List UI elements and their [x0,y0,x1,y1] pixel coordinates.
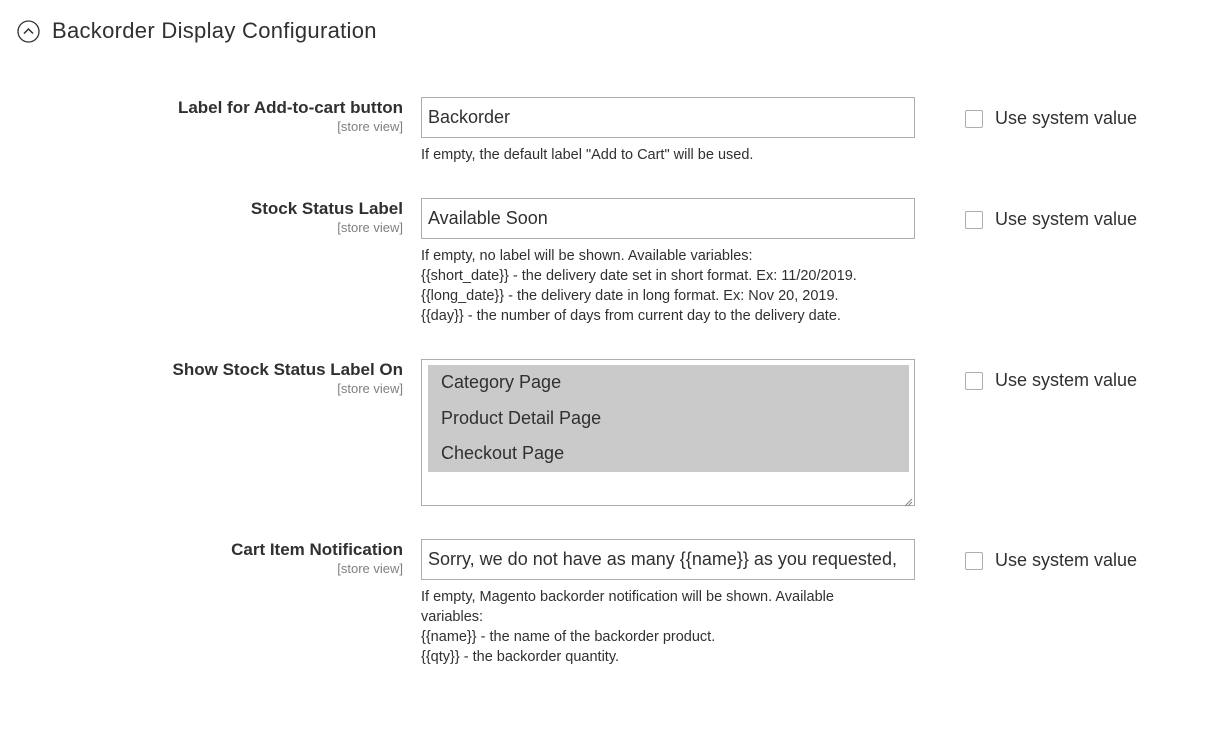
note-line: {{day}} - the number of days from current day to the delivery date. [421,308,841,324]
note-line: {{long_date}} - the delivery date in long format. Ex: Nov 20, 2019. [421,288,839,304]
note-line: If empty, Magento backorder notification will be shown. Available [421,589,834,605]
use-system-checkbox[interactable] [965,110,983,128]
field-label-group [100,359,403,397]
use-system-checkbox[interactable] [965,552,983,570]
field-note [421,246,901,326]
note-line: If empty, the default label "Add to Cart" will be used. [421,147,754,163]
note-line: If empty, no label will be shown. Available variables: [421,248,753,264]
field-label: Show Stock Status Label On [172,360,403,379]
scope-label: [store view] [337,119,403,134]
resize-grip-icon[interactable] [903,494,913,504]
scope-label: [store view] [337,381,403,396]
collapse-up-icon[interactable] [17,20,40,43]
use-system-label[interactable]: Use system value [995,550,1138,570]
use-system-label[interactable]: Use system value [995,370,1138,390]
add-to-cart-label-input[interactable]: Backorder [421,97,915,138]
field-label: Label for Add-to-cart button [177,98,403,117]
option-checkout-page[interactable]: Checkout Page [441,443,565,463]
selected-options [428,365,909,472]
section-title: Backorder Display Configuration [52,18,377,43]
option-product-detail-page[interactable]: Product Detail Page [441,407,602,428]
use-system-value[interactable] [965,550,1137,571]
note-line: variables: [421,609,484,625]
option-category-page[interactable]: Category Page [441,372,562,392]
stock-status-label-input[interactable]: Available Soon [421,198,915,239]
scope-label: [store view] [337,561,403,576]
use-system-checkbox[interactable] [965,211,983,229]
stock-status-pages-multiselect[interactable] [421,359,915,506]
use-system-label[interactable]: Use system value [995,108,1138,128]
note-line: {{name}} - the name of the backorder product. [421,629,716,645]
field-note [421,587,901,667]
field-label: Stock Status Label [250,199,403,218]
use-system-checkbox[interactable] [965,372,983,390]
field-label-group [100,97,403,135]
field-note [421,145,901,165]
scope-label: [store view] [337,220,403,235]
cart-item-notification-input[interactable]: Sorry, we do not have as many {{name}} as you requested, [421,539,915,580]
use-system-value[interactable] [965,370,1137,391]
field-label-group [100,198,403,236]
use-system-value[interactable] [965,209,1137,230]
use-system-label[interactable]: Use system value [995,209,1138,229]
field-label: Cart Item Notification [231,540,403,559]
use-system-value[interactable] [965,108,1137,129]
section-header[interactable] [17,18,377,44]
note-line: {{short_date}} - the delivery date set in short format. Ex: 11/20/2019. [421,268,857,284]
field-label-group [100,539,403,577]
note-line: {{qty}} - the backorder quantity. [421,649,620,665]
